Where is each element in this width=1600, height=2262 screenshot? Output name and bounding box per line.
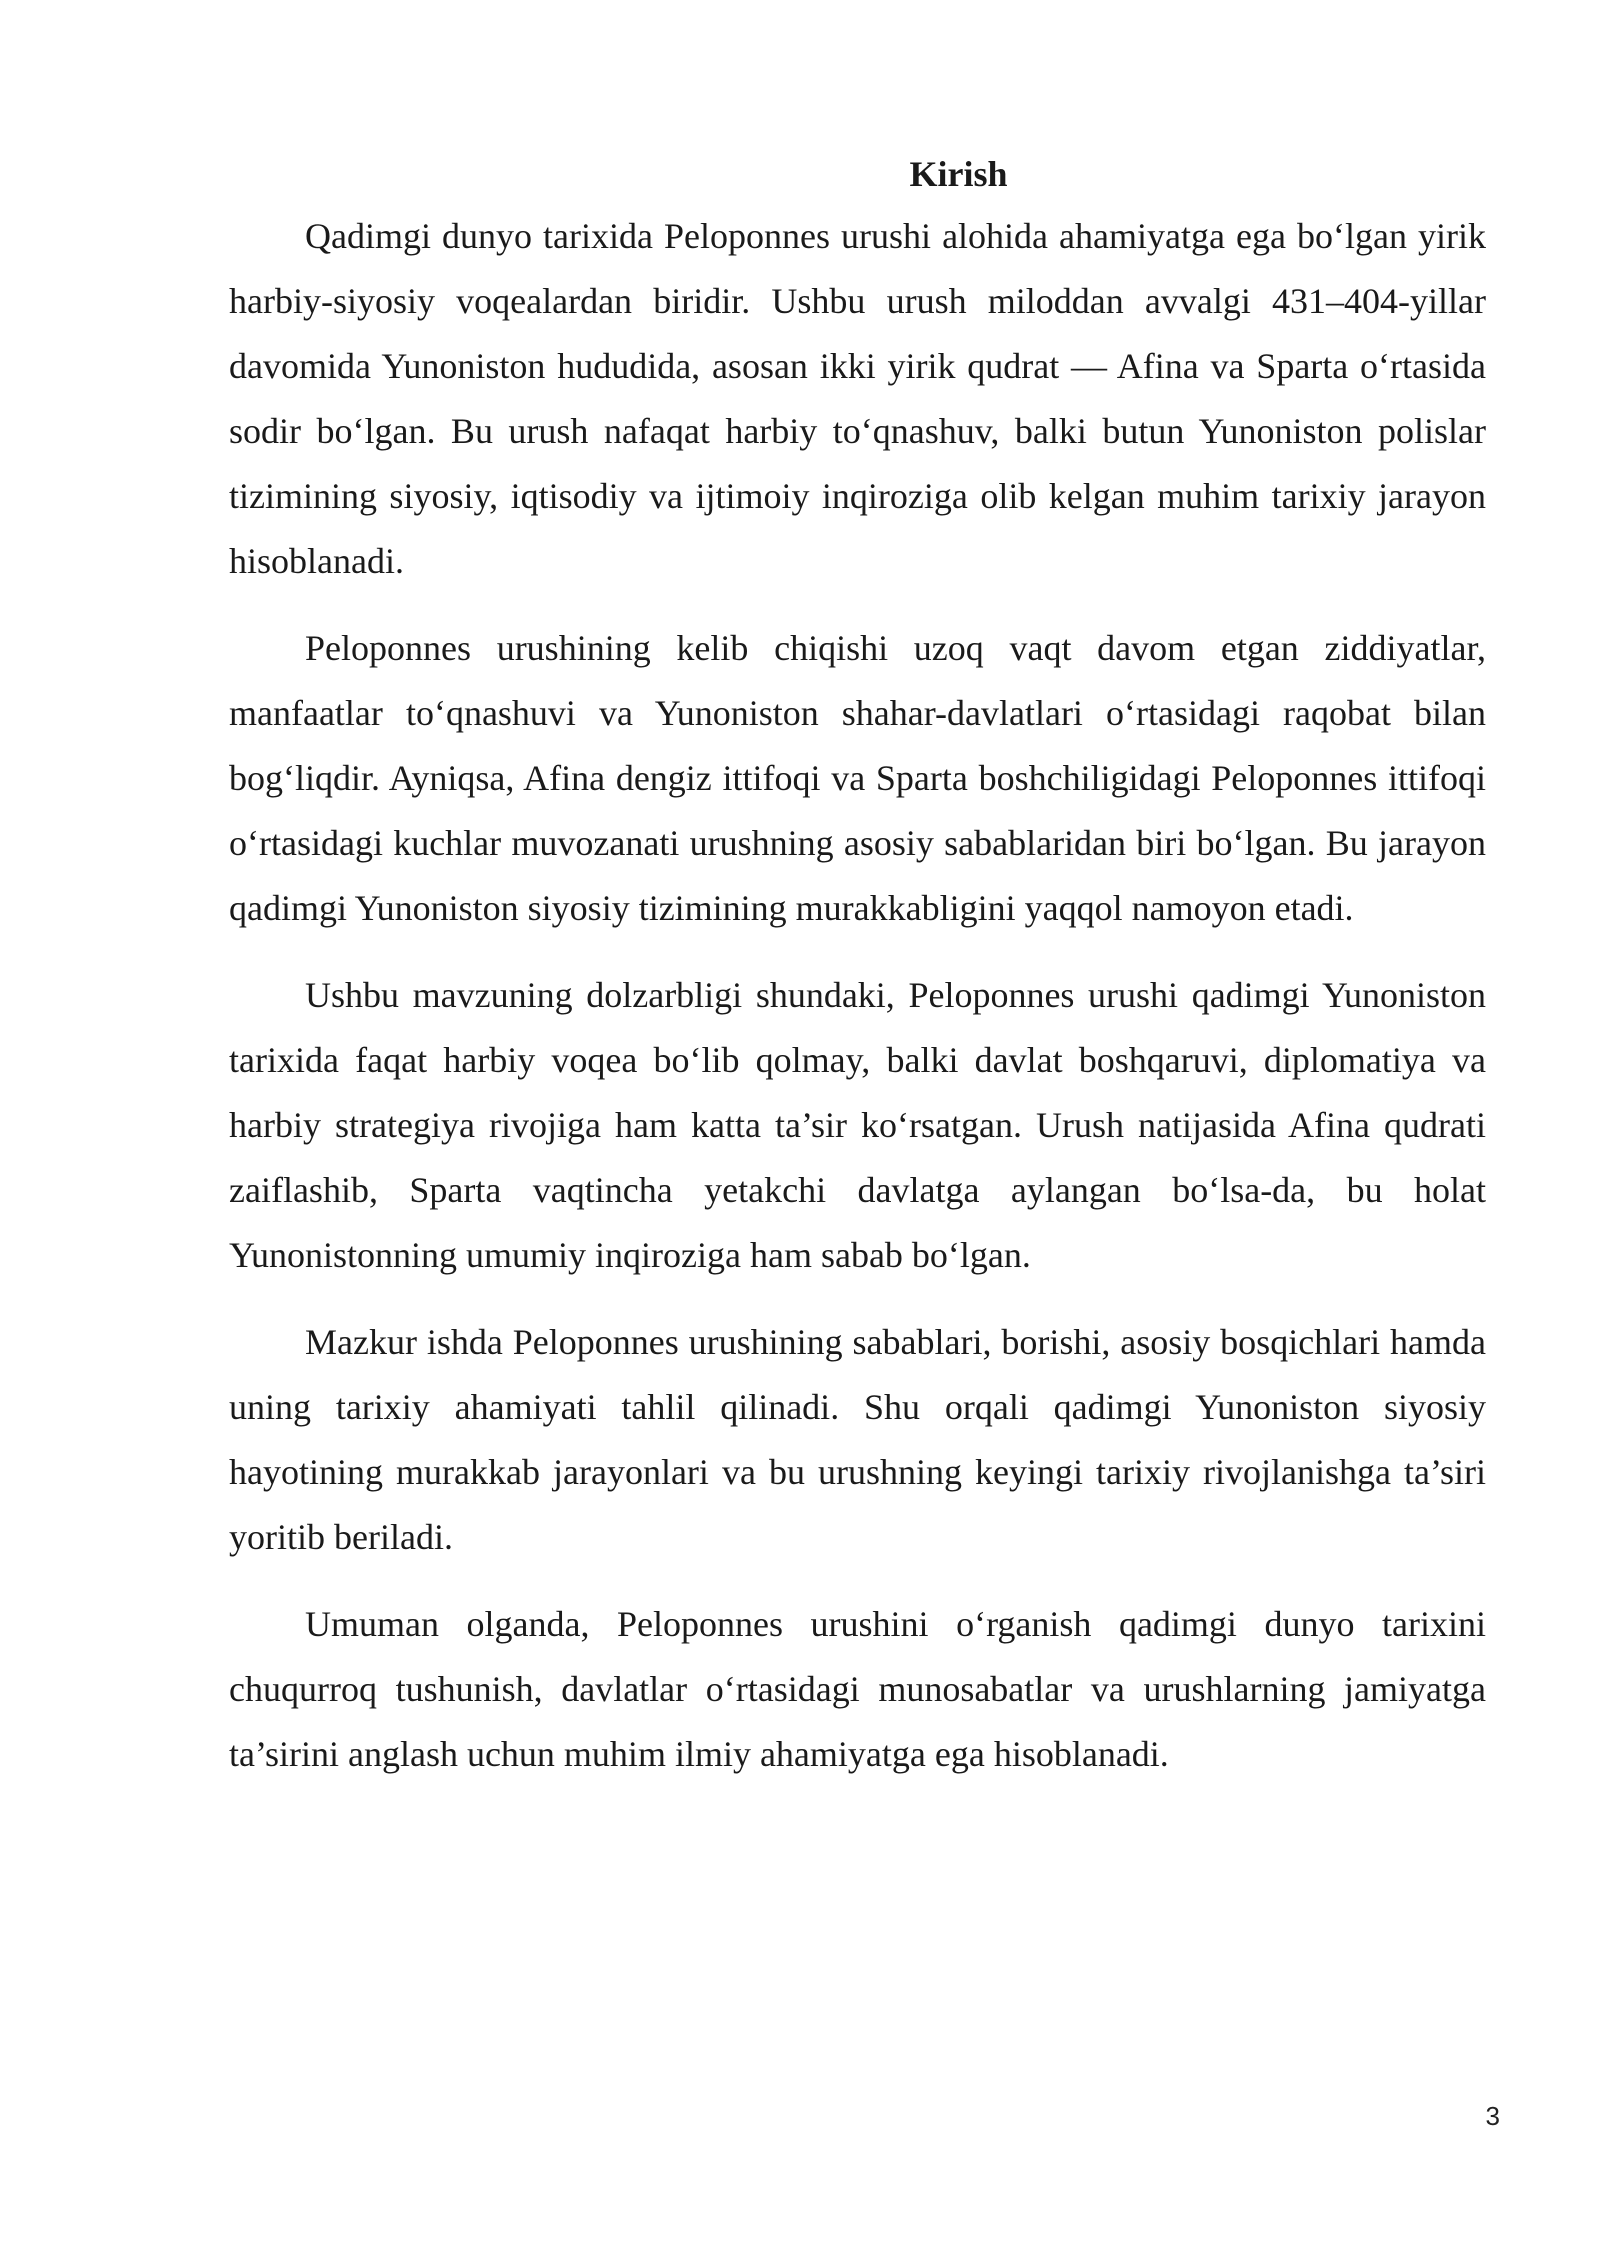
paragraph-5: Umuman olganda, Peloponnes urushini o‘rganish qadimgi dunyo tarixini chuqurroq tushunish, davlatlar o‘rtasidagi munosabatlar va urushlarning jamiyatga ta’sirini anglash uchun muhim ilmiy ahamiyatga ega hisoblanadi. [229, 1604, 1486, 1774]
paragraph-1: Qadimgi dunyo tarixida Peloponnes urushi alohida ahamiyatga ega bo‘lgan yirik harbiy-siyosiy voqealardan biridir. Ushbu urush miloddan avvalgi 431–404-yillar davomida Yunoniston hududida, asosan ikki yirik qudrat — Afina va Sparta o‘rtasida sodir bo‘lgan. Bu urush nafaqat harbiy to‘qnashuv, balki butun Yunoniston polislar tizimining siyosiy, iqtisodiy va ijtimoiy inqiroziga olib kelgan muhim tarixiy jarayon hisoblanadi. [229, 216, 1486, 581]
paragraph-2: Peloponnes urushining kelib chiqishi uzoq vaqt davom etgan ziddiyatlar, manfaatlar to‘qnashuvi va Yunoniston shahar-davlatlari o‘rtasidagi raqobat bilan bog‘liqdir. Ayniqsa, Afina dengiz ittifoqi va Sparta boshchiligidagi Peloponnes ittifoqi o‘rtasidagi kuchlar muvozanati urushning asosiy sabablaridan biri bo‘lgan. Bu jarayon qadimgi Yunoniston siyosiy tizimining murakkabligini yaqqol namoyon etadi. [229, 628, 1486, 928]
section-title: Kirish [909, 154, 1008, 194]
paragraph-3: Ushbu mavzuning dolzarbligi shundaki, Peloponnes urushi qadimgi Yunoniston tarixida faqat harbiy voqea bo‘lib qolmay, balki davlat boshqaruvi, diplomatiya va harbiy strategiya rivojiga ham katta ta’sir ko‘rsatgan. Urush natijasida Afina qudrati zaiflashib, Sparta vaqtincha yetakchi davlatga aylangan bo‘lsa-da, bu holat Yunonistonning umumiy inqiroziga ham sabab bo‘lgan. [229, 975, 1486, 1275]
paragraph-4: Mazkur ishda Peloponnes urushining sabablari, borishi, asosiy bosqichlari hamda uning tarixiy ahamiyati tahlil qilinadi. Shu orqali qadimgi Yunoniston siyosiy hayotining murakkab jarayonlari va bu urushning keyingi tarixiy rivojlanishga ta’siri yoritib beriladi. [229, 1322, 1486, 1557]
page-content [229, 144, 1486, 1809]
page-number: 3 [1485, 2101, 1500, 2131]
